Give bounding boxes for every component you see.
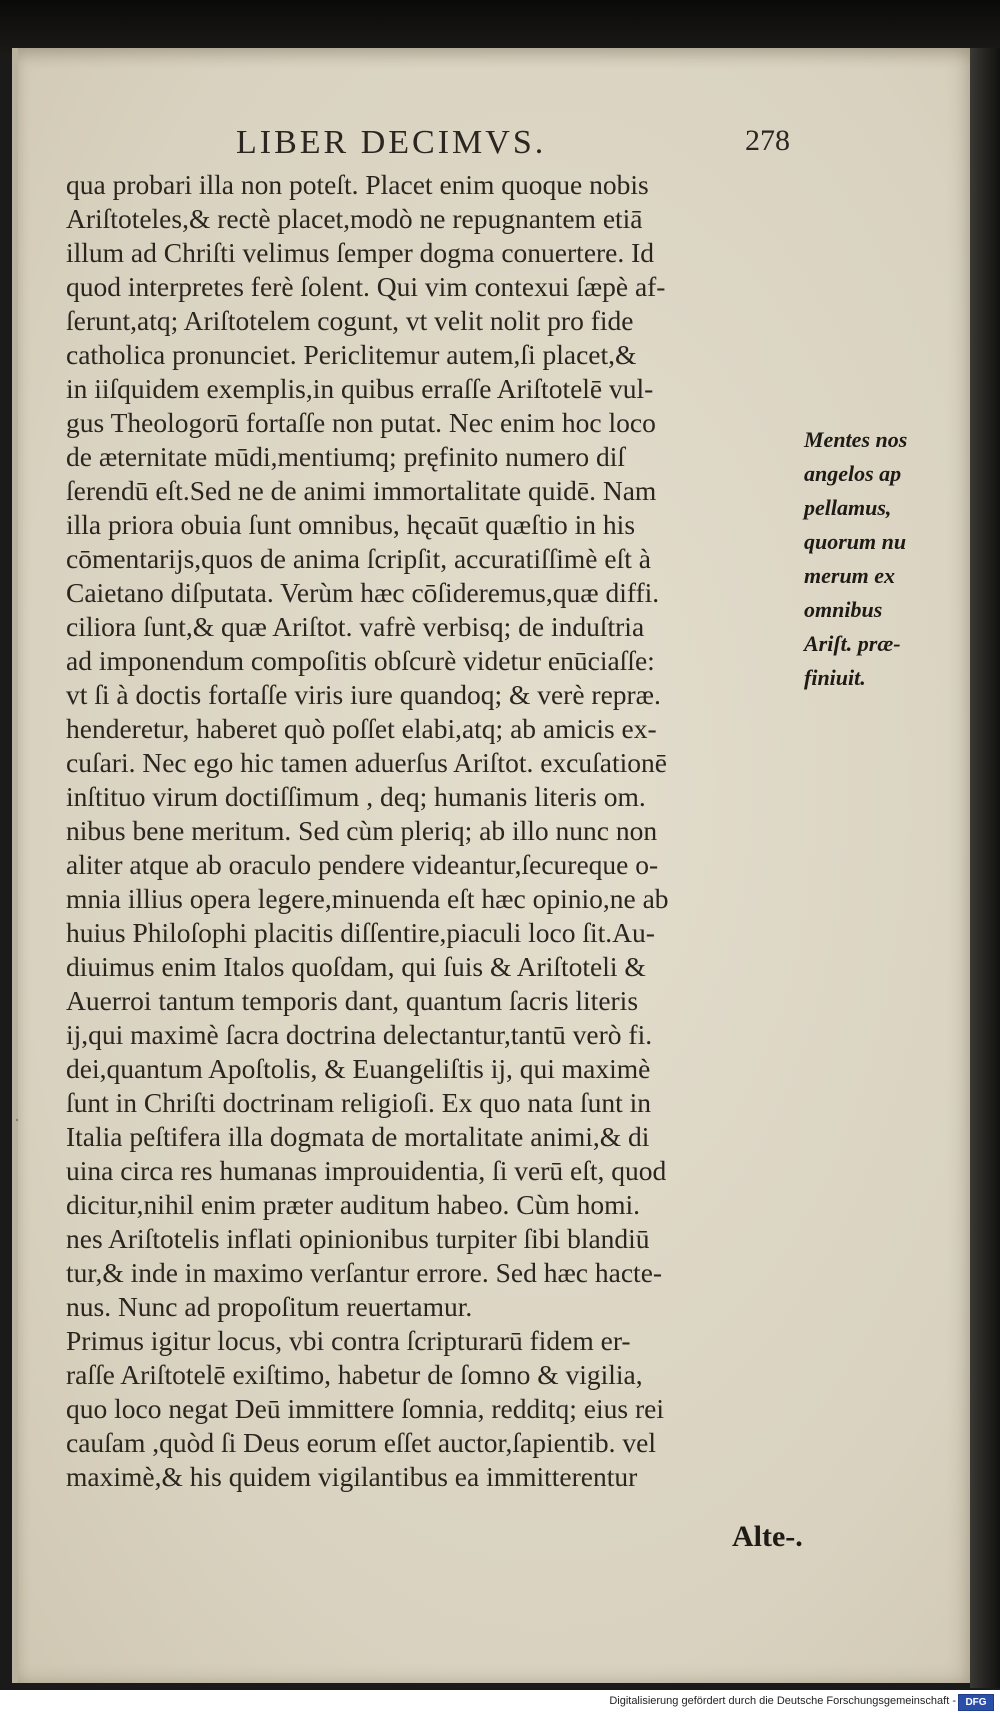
text-line: raſſe Ariſtotelē exiſtimo, habetur de ſomno & vigilia, xyxy=(66,1359,643,1390)
text-line: catholica pronunciet. Periclitemur autem,ſi placet,& xyxy=(66,339,637,370)
text-line: nes Ariſtotelis inflati opinionibus turpiter ſibi blandiū xyxy=(66,1223,650,1254)
running-header: LIBER DECIMVS. xyxy=(236,124,547,161)
text-line: henderetur, haberet quò poſſet elabi,atq; ab amicis ex- xyxy=(66,713,657,744)
marginal-note-line: pellamus, xyxy=(804,495,892,520)
text-line: Auerroi tantum temporis dant, quantum ſacris literis xyxy=(66,985,639,1016)
text-line: qua probari illa non poteſt. Placet enim quoque nobis xyxy=(66,169,649,200)
text-line: ſerendū eſt.Sed ne de animi immortalitate quidē. Nam xyxy=(66,475,657,506)
text-line: ij,qui maximè ſacra doctrina delectantur,tantū verò fi. xyxy=(66,1019,653,1050)
main-text-block xyxy=(66,168,806,1494)
text-line: ciliora ſunt,& quæ Ariſtot. vafrè verbisq; de induſtria xyxy=(66,611,645,642)
text-line: cauſam ,quòd ſi Deus eorum eſſet auctor,ſapientib. vel xyxy=(66,1427,656,1458)
text-line: maximè,& his quidem vigilantibus ea immitterentur xyxy=(66,1461,638,1492)
marginal-note-line: merum ex xyxy=(804,563,896,588)
marginal-note-line: finiuit. xyxy=(804,665,866,690)
text-line: Italia peſtifera illa dogmata de mortalitate animi,& di xyxy=(66,1121,650,1152)
text-line: nus. Nunc ad propoſitum reuertamur. xyxy=(66,1291,473,1322)
text-line: illum ad Chriſti velimus ſemper dogma conuertere. Id xyxy=(66,237,655,268)
text-line: tur,& inde in maximo verſantur errore. Sed hæc hacte- xyxy=(66,1257,663,1288)
marginal-note-line: Mentes nos xyxy=(804,427,908,452)
text-line: gus Theologorū fortaſſe non putat. Nec enim hoc loco xyxy=(66,407,656,438)
text-line: cuſari. Nec ego hic tamen aduerſus Ariſtot. excuſationē xyxy=(66,747,667,778)
margin-mark: · xyxy=(14,1110,20,1130)
text-line: ſunt in Chriſti doctrinam religioſi. Ex quo nata ſunt in xyxy=(66,1087,652,1118)
text-line: Primus igitur locus, vbi contra ſcripturarū fidem er- xyxy=(66,1325,631,1356)
marginal-note-line: quorum nu xyxy=(804,529,907,554)
text-line: mnia illius opera legere,minuenda eſt hæc opinio,ne ab xyxy=(66,883,669,914)
text-line: nibus bene meritum. Sed cùm pleriq; ab illo nunc non xyxy=(66,815,658,846)
digitization-credit: Digitalisierung gefördert durch die Deutsche Forschungsgemeinschaft - xyxy=(609,1695,956,1707)
page-number: 278 xyxy=(745,124,790,157)
marginal-note-line: angelos ap xyxy=(804,461,902,486)
text-line: huius Philoſophi placitis diſſentire,piaculi loco ſit.Au- xyxy=(66,917,655,948)
dfg-logo: DFG xyxy=(958,1694,994,1711)
text-line: ad imponendum compoſitis obſcurè videtur enūciaſſe: xyxy=(66,645,655,676)
text-line: vt ſi à doctis fortaſſe viris iure quandoq; & verè repræ. xyxy=(66,679,661,710)
catchword: Alte-. xyxy=(732,1520,803,1553)
text-line: dei,quantum Apoſtolis, & Euangeliſtis ij, qui maximè xyxy=(66,1053,651,1084)
text-line: ſerunt,atq; Ariſtotelem cogunt, vt velit nolit pro fide xyxy=(66,305,634,336)
text-line: quod interpretes ferè ſolent. Qui vim contexui ſæpè af- xyxy=(66,271,666,302)
marginal-note-line: Ariſt. præ- xyxy=(804,631,901,656)
text-line: uina circa res humanas improuidentia, ſi verū eſt, quod xyxy=(66,1155,667,1186)
text-line: aliter atque ab oraculo pendere videantur,ſecureque o- xyxy=(66,849,659,880)
marginal-note xyxy=(804,423,924,695)
text-line: de æternitate mūdi,mentiumq; pręfinito numero diſ xyxy=(66,441,626,472)
text-line: quo loco negat Deū immittere ſomnia, redditq; eius rei xyxy=(66,1393,664,1424)
text-line: Caietano diſputata. Verùm hæc cōſideremus,quæ diffi. xyxy=(66,577,660,608)
text-line: in iiſquidem exemplis,in quibus erraſſe Ariſtotelē vul- xyxy=(66,373,654,404)
text-line: Ariſtoteles,& rectè placet,modò ne repugnantem etiā xyxy=(66,203,643,234)
text-line: illa priora obuia ſunt omnibus, hęcaūt quæſtio in his xyxy=(66,509,636,540)
marginal-note-line: omnibus xyxy=(804,597,883,622)
text-line: cōmentarijs,quos de anima ſcripſit, accuratiſſimè eſt à xyxy=(66,543,651,574)
text-line: inſtituo virum doctiſſimum , deq; humanis literis om. xyxy=(66,781,646,812)
scan-right-border xyxy=(970,48,1000,1688)
text-line: diuimus enim Italos quoſdam, qui ſuis & Ariſtoteli & xyxy=(66,951,646,982)
text-line: dicitur,nihil enim præter auditum habeo. Cùm homi. xyxy=(66,1189,641,1220)
